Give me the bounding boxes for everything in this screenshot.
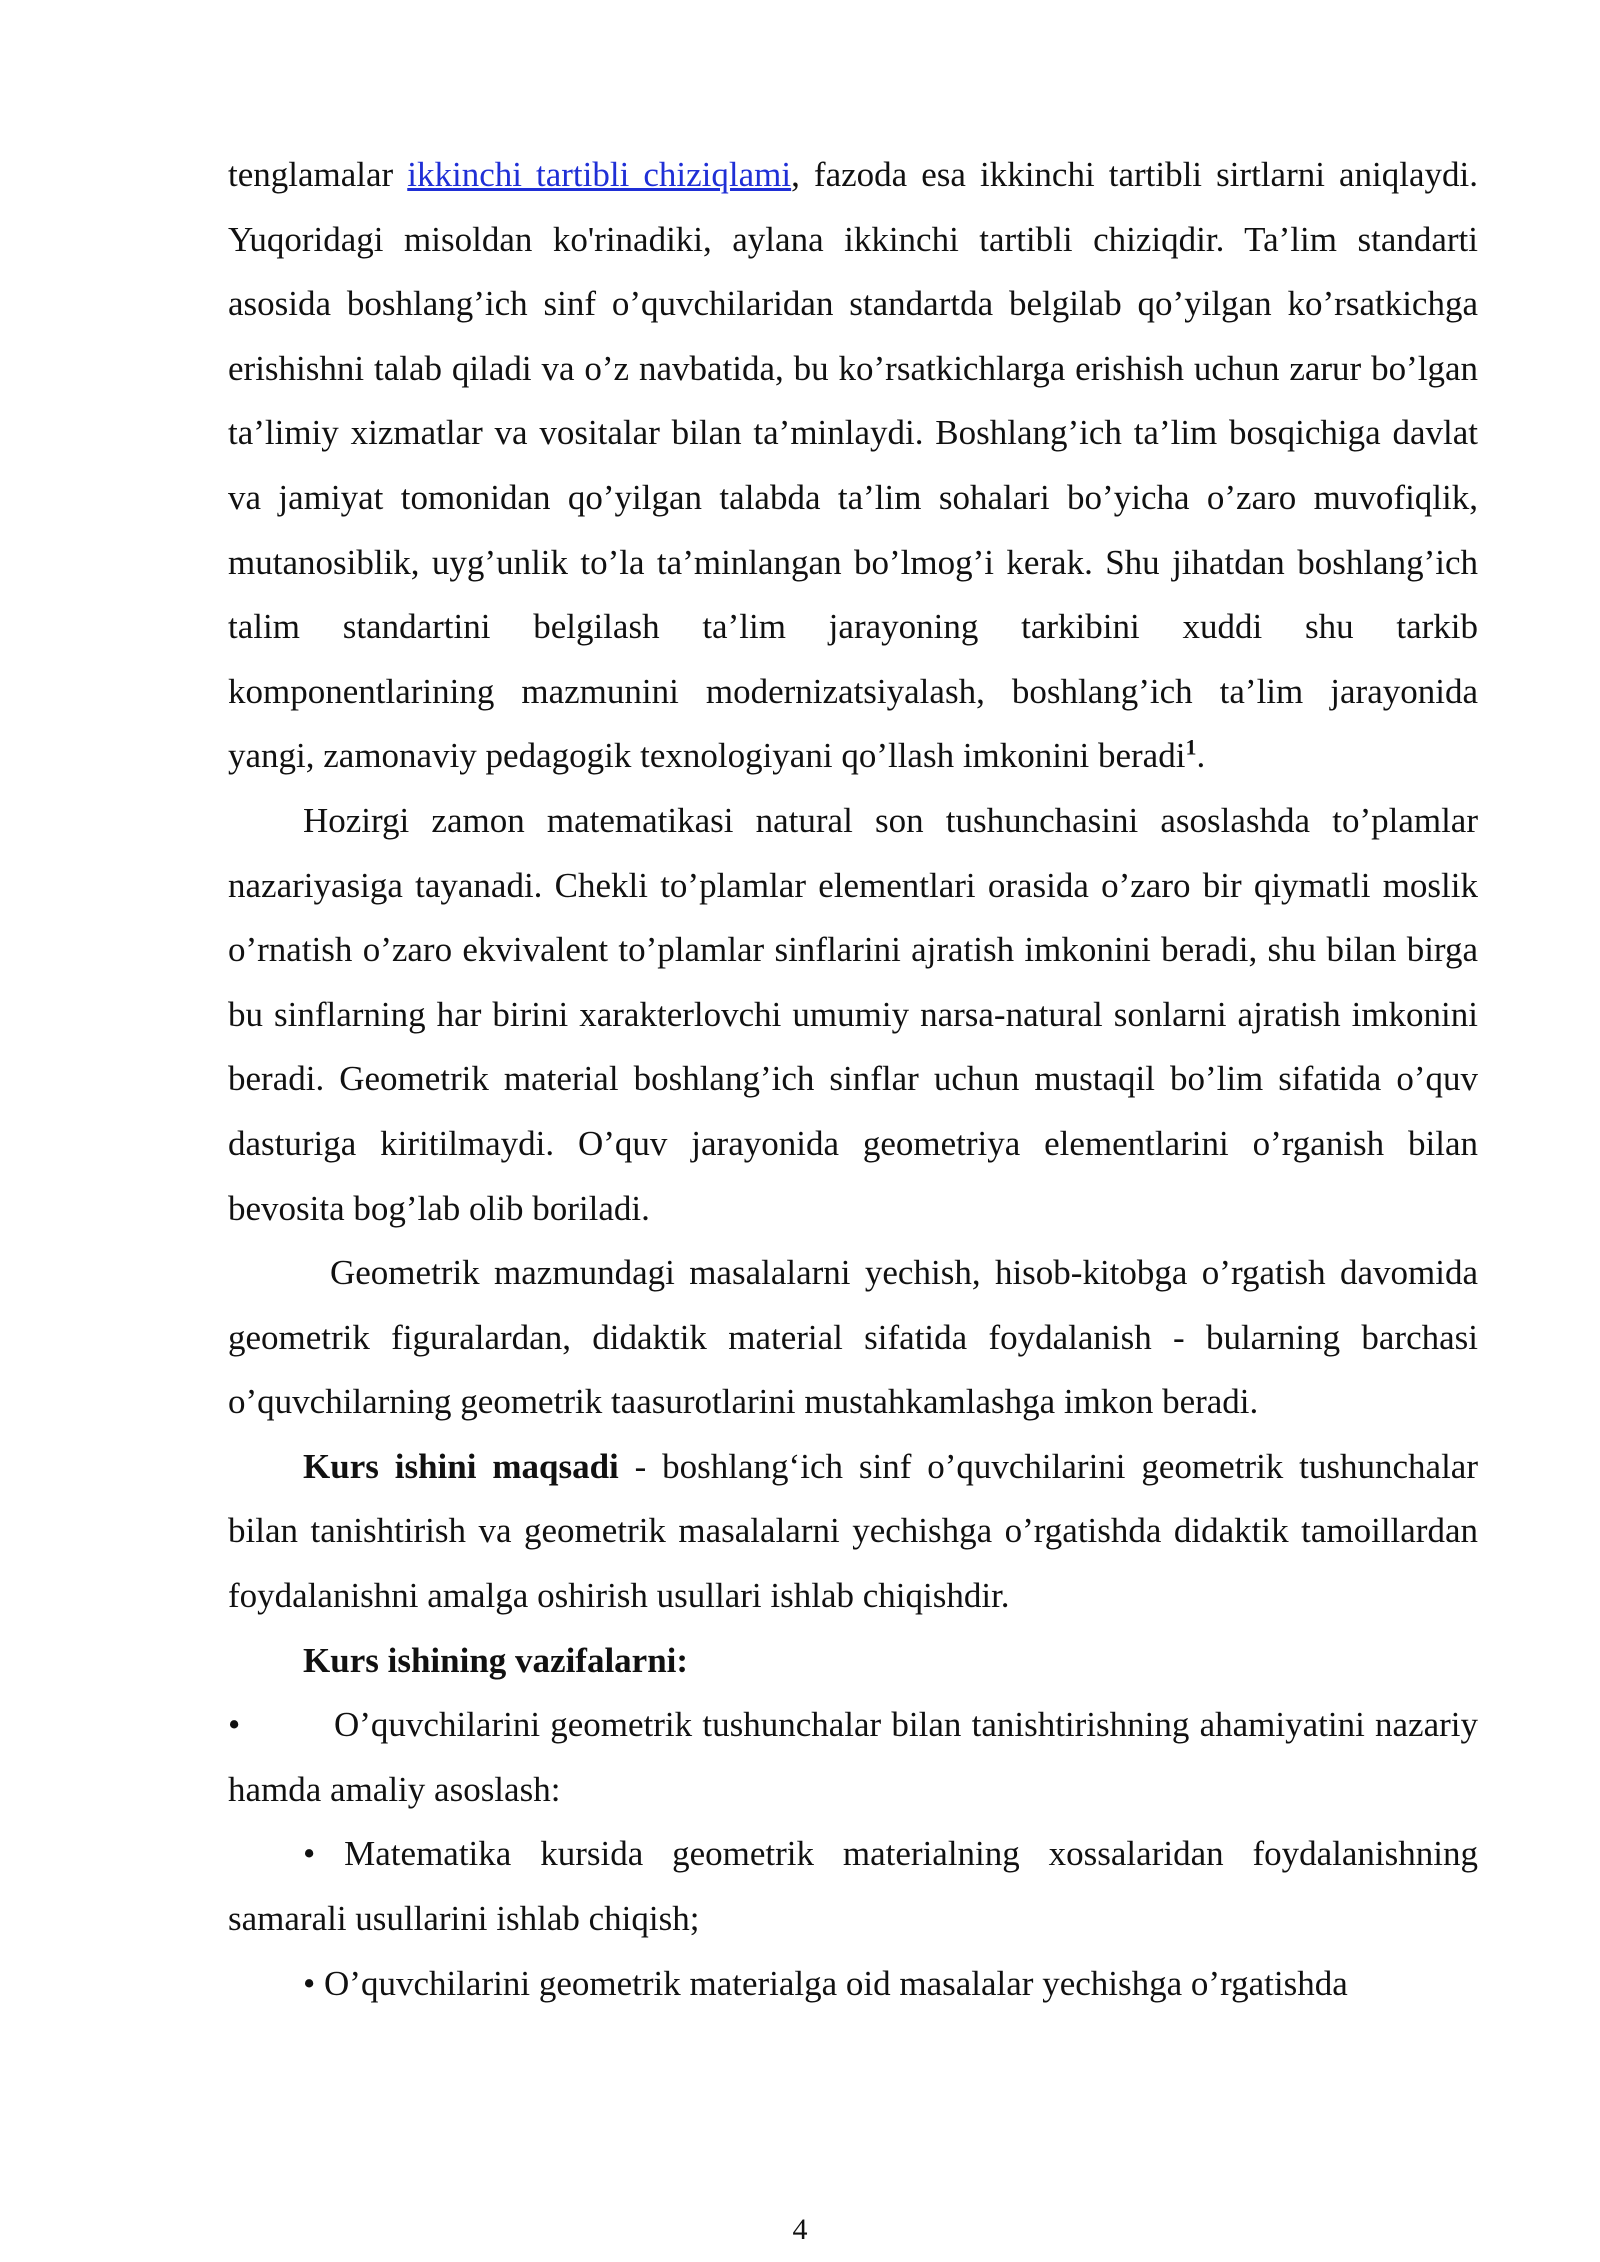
- paragraph-end: .: [1196, 736, 1206, 776]
- document-body: [228, 143, 1478, 2016]
- link-second-order-curves[interactable]: ikkinchi tartibli chiziqlami: [407, 155, 792, 194]
- paragraph-text: , fazoda esa ikkinchi tartibli sirtlarni aniqlaydi. Yuqoridagi misoldan ko'rinadiki, aylana ikkinchi tartibli chiziqdir. Ta’lim standarti asosida boshlang’ich sinf o’quvchilaridan standartda belgilab qo’yilgan ko’rsatkichga erishishni talab qiladi va o’z navbatida, bu ko’rsatkichlarga erishish uchun zarur bo’lgan ta’limiy xizmatlar va vositalar bilan ta’minlaydi. Boshlang’ich ta’lim bosqichiga davlat va jamiyat tomonidan qo’yilgan talabda ta’lim sohalari bo’yicha o’zaro muvofiqlik, mutanosiblik, uyg’unlik to’la ta’minlangan bo’lmog’i kerak. Shu jihatdan boshlang’ich talim standartini belgilash ta’lim jarayoning tarkibini xuddi shu tarkib komponentlarining mazmunini modernizatsiyalash, boshlang’ich ta’lim jarayonida yangi, zamonaviy pedagogik texnologiyani qo’llash imkonini beradi: [228, 155, 1478, 776]
- paragraph-standards: [228, 143, 1478, 789]
- page-number: 4: [792, 2213, 808, 2246]
- bullet-icon: •: [228, 1705, 241, 1745]
- paragraph-course-goal: [228, 1435, 1478, 1629]
- list-item: [228, 1693, 1478, 1822]
- course-tasks-heading: Kurs ishining vazifalarni:: [303, 1640, 689, 1680]
- footnote-reference[interactable]: 1: [1185, 734, 1197, 760]
- list-item: [228, 1822, 1478, 1951]
- course-goal-heading: Kurs ishini maqsadi: [303, 1446, 619, 1486]
- bullet-icon: •: [303, 1963, 316, 2003]
- list-item-text: O’quvchilarini geometrik tushunchalar bilan tanishtirishning ahamiyatini nazariy hamda amaliy asoslash:: [228, 1705, 1478, 1809]
- list-item-text: O’quvchilarini geometrik materialga oid masalalar yechishga o’rgatishda: [324, 1963, 1348, 2003]
- bullet-icon: •: [303, 1834, 316, 1874]
- paragraph-geometric-problems: Geometrik mazmundagi masalalarni yechish, hisob-kitobga o’rgatish davomida geometrik figuralardan, didaktik material sifatida foydalanish - bularning barchasi o’quvchilarning geometrik taasurotlarini mustahkamlashga imkon beradi.: [228, 1253, 1478, 1422]
- paragraph-text: tenglamalar: [228, 155, 408, 194]
- paragraph-set-theory: Hozirgi zamon matematikasi natural son tushunchasini asoslashda to’plamlar nazariyasiga tayanadi. Chekli to’plamlar elementlari orasida o’zaro bir qiymatli moslik o’rnatish o’zaro ekvivalent to’plamlar sinflarini ajratish imkonini beradi, shu bilan birga bu sinflarning har birini xarakterlovchi umumiy narsa-natural sonlarni ajratish imkonini beradi. Geometrik material boshlang’ich sinflar uchun mustaqil bo’lim sifatida o’quv dasturiga kiritilmaydi. O’quv jarayonida geometriya elementlarini o’rganish bilan bevosita bog’lab olib boriladi.: [228, 800, 1478, 1228]
- course-goal-text: - boshlang‘ich sinf o’quvchilarini geometrik tushunchalar bilan tanishtirish va geometrik masalalarni yechishga o’rgatishda didaktik tamoillardan foydalanishni amalga oshirish usullari ishlab chiqishdir.: [228, 1446, 1479, 1616]
- list-item-text: Matematika kursida geometrik materialning xossalaridan foydalanishning samarali usullarini ishlab chiqish;: [228, 1834, 1479, 1939]
- list-item: [228, 1952, 1478, 2017]
